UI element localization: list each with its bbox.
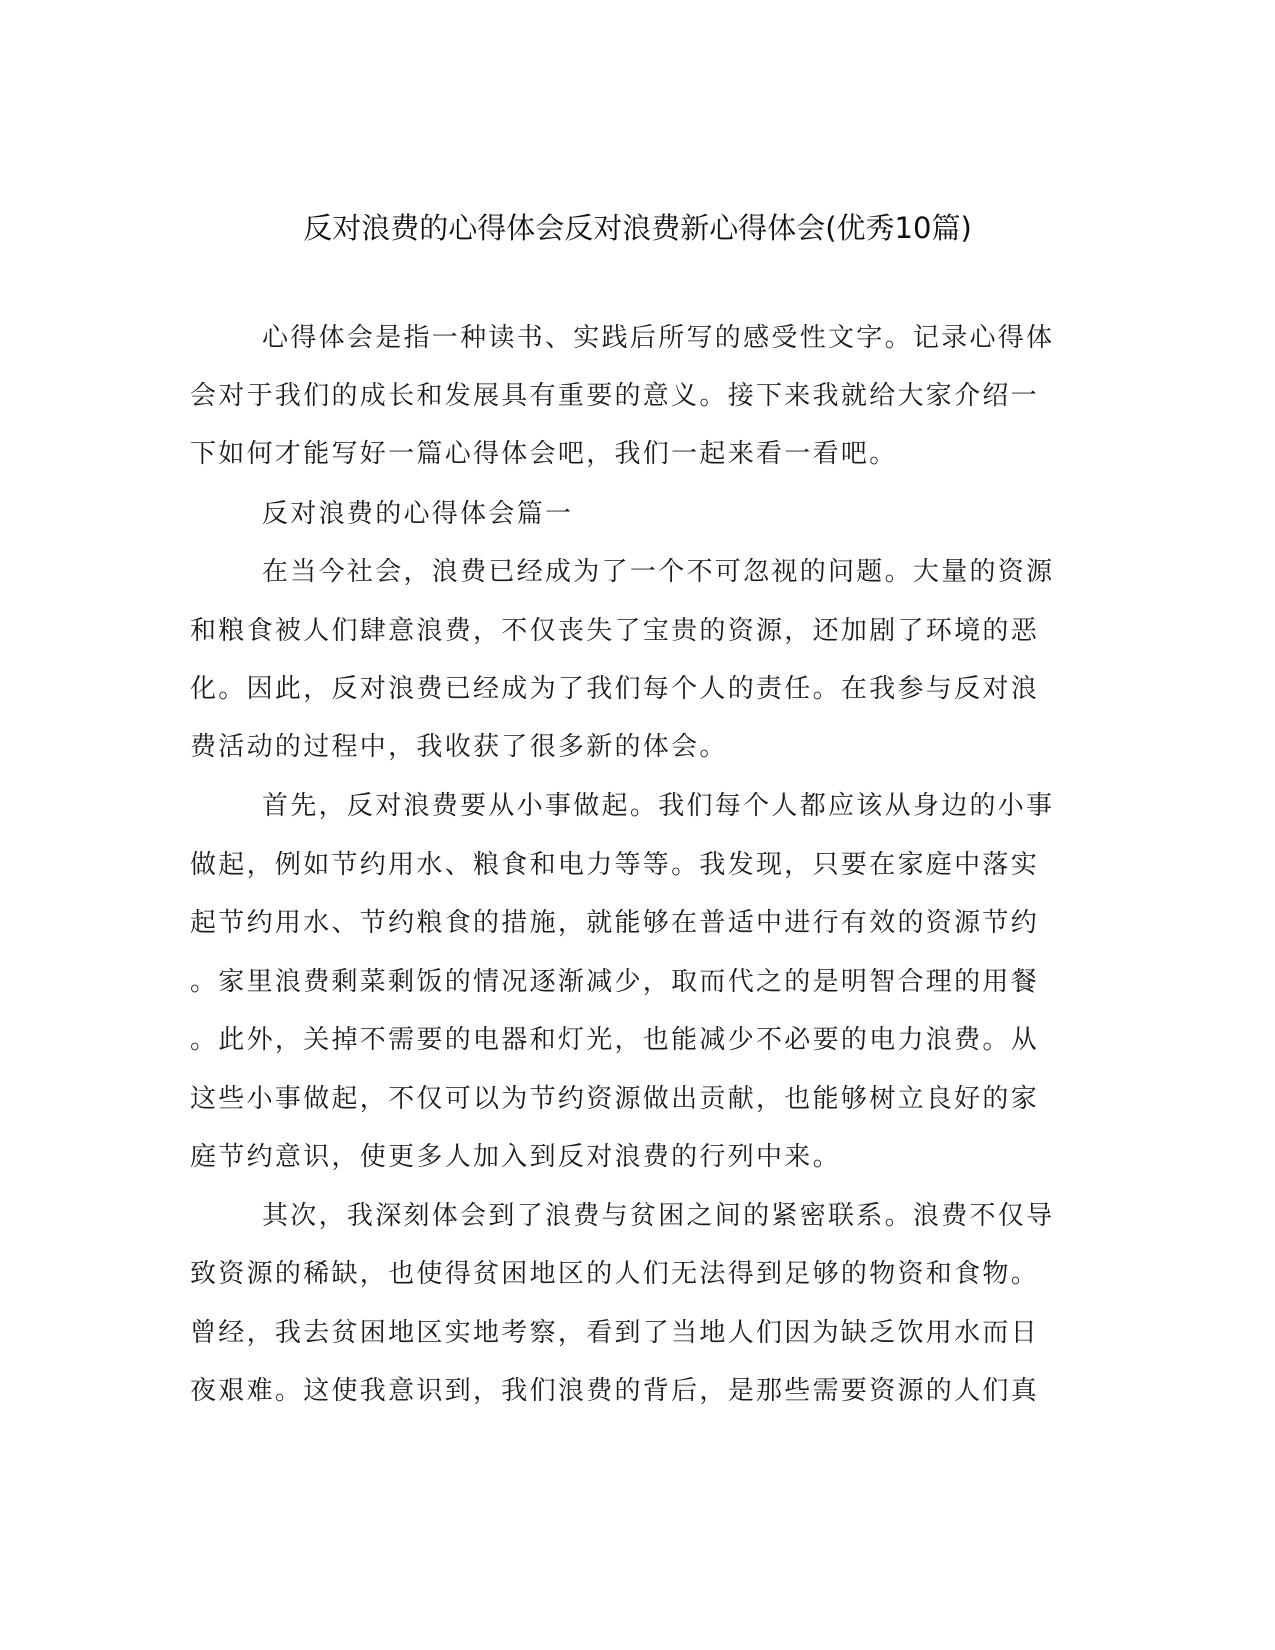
- section-heading: 反对浪费的心得体会篇一: [262, 499, 574, 529]
- body-line: 夜艰难。这使我意识到，我们浪费的背后，是那些需要资源的人们真: [190, 1376, 1040, 1406]
- document-title: 反对浪费的心得体会反对浪费新心得体会(优秀10篇): [303, 211, 972, 245]
- body-line: 致资源的稀缺，也使得贫困地区的人们无法得到足够的物资和食物。: [190, 1259, 1040, 1289]
- body-line: 下如何才能写好一篇心得体会吧，我们一起来看一看吧。: [190, 439, 898, 469]
- body-line: 会对于我们的成长和发展具有重要的意义。接下来我就给大家介绍一: [190, 381, 1040, 411]
- body-line: 做起，例如节约用水、粮食和电力等等。我发现，只要在家庭中落实: [190, 850, 1040, 880]
- body-line: 。此外，关掉不需要的电器和灯光，也能减少不必要的电力浪费。从: [190, 1025, 1040, 1055]
- body-line: 其次，我深刻体会到了浪费与贫困之间的紧密联系。浪费不仅导: [262, 1201, 1055, 1231]
- body-line: 首先，反对浪费要从小事做起。我们每个人都应该从身边的小事: [262, 791, 1055, 821]
- body-line: 曾经，我去贫困地区实地考察，看到了当地人们因为缺乏饮用水而日: [190, 1318, 1040, 1348]
- body-line: 心得体会是指一种读书、实践后所写的感受性文字。记录心得体: [262, 323, 1055, 353]
- body-line: 化。因此，反对浪费已经成为了我们每个人的责任。在我参与反对浪: [190, 674, 1040, 704]
- body-line: 。家里浪费剩菜剩饭的情况逐渐减少，取而代之的是明智合理的用餐: [190, 967, 1040, 997]
- body-line: 这些小事做起，不仅可以为节约资源做出贡献，也能够树立良好的家: [190, 1084, 1040, 1114]
- body-line: 费活动的过程中，我收获了很多新的体会。: [190, 732, 728, 762]
- body-line: 起节约用水、节约粮食的措施，就能够在普适中进行有效的资源节约: [190, 908, 1040, 938]
- body-line: 在当今社会，浪费已经成为了一个不可忽视的问题。大量的资源: [262, 557, 1055, 587]
- body-line: 和粮食被人们肆意浪费，不仅丧失了宝贵的资源，还加剧了环境的恶: [190, 616, 1040, 646]
- body-line: 庭节约意识，使更多人加入到反对浪费的行列中来。: [190, 1142, 841, 1172]
